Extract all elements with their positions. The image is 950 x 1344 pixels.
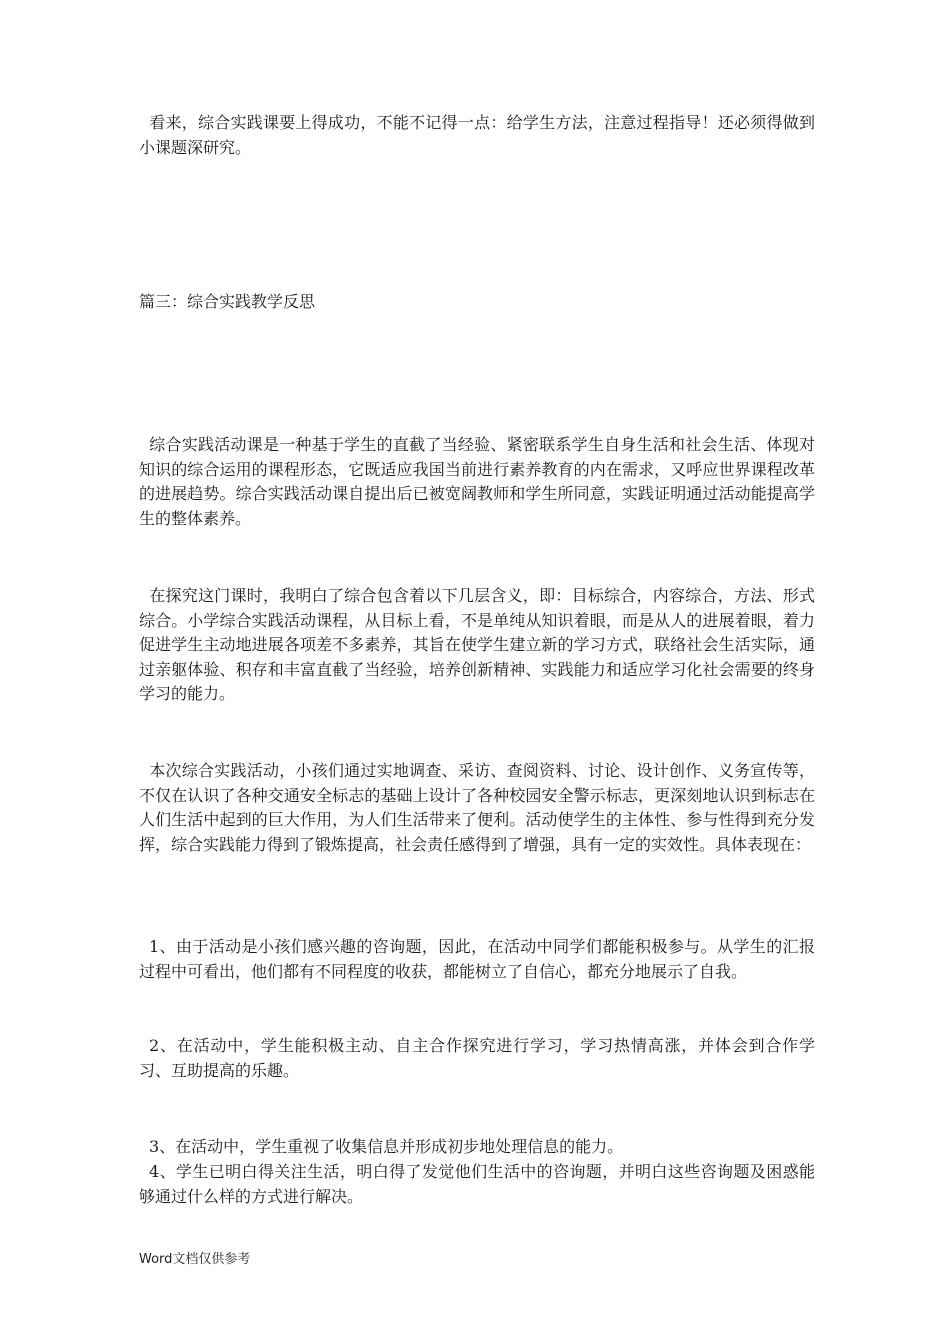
list-item-text: 2、在活动中，学生能积极主动、自主合作探究进行学习，学习热情高涨，并体会到合作学习、互助提高的乐趣。 (139, 1036, 815, 1080)
paragraph-activity (139, 759, 815, 857)
paragraph-conclusion (139, 111, 815, 160)
paragraph-text: 在探究这门课时，我明白了综合包含着以下几层含义，即：目标综合，内容综合，方法、形式综合。小学综合实践活动课程，从目标上看，不是单纯从知识着眼，而是从人的进展着眼，着力促进学生主动地进展各项差不多素养，其旨在使学生建立新的学习方式，联络社会生活实际，通过亲躯体验、积存和丰富直截了当经验，培养创新精神、实践能力和适应学习化社会需要的终身学习的能力。 (139, 586, 815, 703)
list-item-3 (139, 1135, 815, 1160)
list-item-1 (139, 935, 815, 984)
paragraph-intro (139, 433, 815, 531)
footer-note: Word文档仅供参考 (139, 1252, 251, 1267)
list-item-text: 1、由于活动是小孩们感兴趣的咨询题，因此，在活动中同学们都能积极参与。从学生的汇报过程中可看出，他们都有不同程度的收获，都能树立了自信心，都充分地展示了自我。 (139, 937, 815, 981)
list-item-text: 4、学生已明白得关注生活，明白得了发觉他们生活中的咨询题，并明白这些咨询题及困惑能够通过什么样的方式进行解决。 (139, 1162, 815, 1206)
paragraph-text: 看来，综合实践课要上得成功，不能不记得一点：给学生方法，注意过程指导！还必须得做到小课题深研究。 (139, 113, 815, 157)
paragraph-text: 综合实践活动课是一种基于学生的直截了当经验、紧密联系学生自身生活和社会生活、体现对知识的综合运用的课程形态，它既适应我国当前进行素养教育的内在需求，又呼应世界课程改革的进展趋势。综合实践活动课自提出后已被宽阔教师和学生所同意，实践证明通过活动能提高学生的整体素养。 (139, 435, 815, 528)
list-item-4 (139, 1160, 815, 1209)
section-heading: 篇三：综合实践教学反思 (139, 292, 316, 311)
paragraph-exploration (139, 584, 815, 707)
list-item-text: 3、在活动中，学生重视了收集信息并形成初步地处理信息的能力。 (149, 1137, 624, 1156)
list-item-2 (139, 1034, 815, 1083)
paragraph-text: 本次综合实践活动，小孩们通过实地调查、采访、查阅资料、讨论、设计创作、义务宣传等，不仅在认识了各种交通安全标志的基础上设计了各种校园安全警示标志，更深刻地认识到标志在人们生活中起到的巨大作用，为人们生活带来了便利。活动使学生的主体性、参与性得到充分发挥，综合实践能力得到了锻炼提高，社会责任感得到了增强，具有一定的实效性。具体表现在： (139, 761, 815, 854)
